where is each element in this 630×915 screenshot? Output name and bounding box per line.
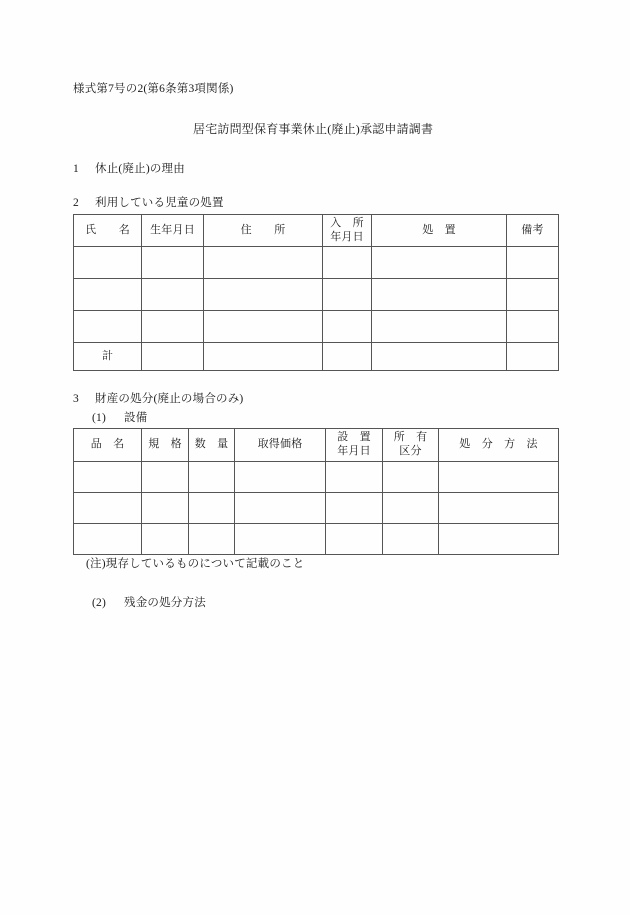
cell-birthdate[interactable] <box>142 247 204 279</box>
cell-remarks[interactable] <box>507 279 559 311</box>
subsection-1-number: (1) <box>92 412 107 424</box>
column-header-ownership-line2: 区分 <box>399 445 422 457</box>
cell-birthdate[interactable] <box>142 311 204 343</box>
column-header-remarks: 備考 <box>507 215 559 247</box>
cell-admission-date[interactable] <box>323 279 372 311</box>
table-header-row <box>74 429 559 462</box>
cell-admission-date[interactable] <box>323 247 372 279</box>
document-title: 居宅訪問型保育事業休止(廃止)承認申請調書 <box>193 122 434 136</box>
cell-spec[interactable] <box>142 524 189 555</box>
cell-disposal-method[interactable] <box>439 524 559 555</box>
cell-address[interactable] <box>204 279 323 311</box>
cell-disposal-method[interactable] <box>439 462 559 493</box>
column-header-name: 氏 名 <box>74 215 142 247</box>
cell-ownership[interactable] <box>383 524 439 555</box>
cell-spec[interactable] <box>142 493 189 524</box>
equipment-table-note: (注)現存しているものについて記載のこと <box>86 558 305 570</box>
column-header-acquisition-price: 取得価格 <box>235 429 326 462</box>
cell-acquisition-price[interactable] <box>235 493 326 524</box>
table-row <box>74 311 559 343</box>
cell-item-name[interactable] <box>74 493 142 524</box>
section-3-label: 財産の処分(廃止の場合のみ) <box>95 393 244 405</box>
cell-quantity[interactable] <box>189 462 235 493</box>
column-header-install-date-line2: 年月日 <box>337 445 371 457</box>
section-3-heading <box>73 390 243 406</box>
column-header-ownership-line1: 所 有 <box>393 431 428 444</box>
table-total-row <box>74 343 559 371</box>
column-header-install-date <box>326 429 383 462</box>
cell-total-remarks[interactable] <box>507 343 559 371</box>
cell-install-date[interactable] <box>326 524 383 555</box>
column-header-disposition: 処 置 <box>372 215 507 247</box>
cell-acquisition-price[interactable] <box>235 462 326 493</box>
column-header-admission-date-line2: 年月日 <box>330 230 364 243</box>
cell-install-date[interactable] <box>326 493 383 524</box>
cell-quantity[interactable] <box>189 493 235 524</box>
column-header-admission-date-line1: 入 所 <box>330 216 364 229</box>
table-row <box>74 493 559 524</box>
cell-total-label: 計 <box>74 343 142 371</box>
section-2-heading <box>73 194 224 210</box>
cell-remarks[interactable] <box>507 311 559 343</box>
cell-address[interactable] <box>204 247 323 279</box>
table-row <box>74 524 559 555</box>
cell-address[interactable] <box>204 311 323 343</box>
cell-total-disposition[interactable] <box>372 343 507 371</box>
subsection-1-heading <box>92 409 147 425</box>
column-header-install-date-line1: 設 置 <box>337 431 371 444</box>
cell-name[interactable] <box>74 279 142 311</box>
subsection-2-number: (2) <box>92 597 107 609</box>
cell-name[interactable] <box>74 311 142 343</box>
section-2-label: 利用している児童の処置 <box>95 197 224 209</box>
cell-disposition[interactable] <box>372 279 507 311</box>
column-header-ownership <box>383 429 439 462</box>
column-header-spec: 規 格 <box>142 429 189 462</box>
cell-disposition[interactable] <box>372 247 507 279</box>
cell-ownership[interactable] <box>383 493 439 524</box>
cell-disposal-method[interactable] <box>439 493 559 524</box>
cell-ownership[interactable] <box>383 462 439 493</box>
equipment-disposal-table <box>73 428 559 555</box>
cell-name[interactable] <box>74 247 142 279</box>
cell-install-date[interactable] <box>326 462 383 493</box>
cell-item-name[interactable] <box>74 462 142 493</box>
section-1-number: 1 <box>73 163 79 175</box>
form-number: 様式第7号の2(第6条第3項関係) <box>73 83 234 95</box>
table-row <box>74 279 559 311</box>
column-header-disposal-method: 処 分 方 法 <box>439 429 559 462</box>
subsection-2-heading <box>92 594 206 610</box>
children-disposition-table <box>73 214 559 371</box>
cell-remarks[interactable] <box>507 247 559 279</box>
cell-item-name[interactable] <box>74 524 142 555</box>
table-row <box>74 462 559 493</box>
column-header-birthdate: 生年月日 <box>142 215 204 247</box>
section-1-heading <box>73 160 185 176</box>
column-header-quantity: 数 量 <box>189 429 235 462</box>
table-header-row <box>74 215 559 247</box>
cell-admission-date[interactable] <box>323 311 372 343</box>
column-header-admission-date <box>323 215 372 247</box>
cell-total-address[interactable] <box>204 343 323 371</box>
table-row <box>74 247 559 279</box>
section-2-number: 2 <box>73 197 79 209</box>
column-header-item-name: 品 名 <box>74 429 142 462</box>
cell-total-admission-date[interactable] <box>323 343 372 371</box>
subsection-1-label: 設備 <box>124 412 148 424</box>
column-header-address: 住 所 <box>204 215 323 247</box>
cell-spec[interactable] <box>142 462 189 493</box>
section-1-label: 休止(廃止)の理由 <box>95 163 185 175</box>
cell-birthdate[interactable] <box>142 279 204 311</box>
cell-total-birthdate[interactable] <box>142 343 204 371</box>
cell-disposition[interactable] <box>372 311 507 343</box>
section-3-number: 3 <box>73 393 79 405</box>
cell-quantity[interactable] <box>189 524 235 555</box>
cell-acquisition-price[interactable] <box>235 524 326 555</box>
subsection-2-label: 残金の処分方法 <box>124 597 206 609</box>
